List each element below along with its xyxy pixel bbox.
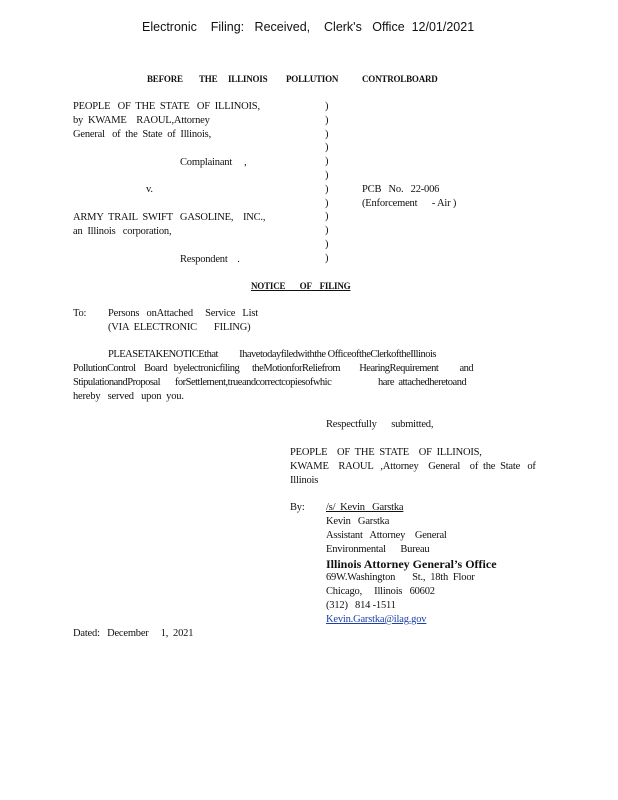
people-line-3: Illinois [290, 475, 319, 486]
board-title-before: BEFORE [147, 74, 183, 84]
complainant-label: Complainant , [180, 157, 247, 168]
people-line-2: KWAME RAOUL ,Attorney General of the State of [290, 461, 536, 472]
notice-of-filing-title: NOTICE OF FILING [251, 281, 351, 291]
signer-name: Kevin Garstka [326, 516, 390, 527]
signer-title: Assistant Attorney General [326, 530, 447, 541]
caption-paren: ) [325, 211, 329, 223]
address-line-1: 69W.Washington St., 18th Floor [326, 572, 475, 583]
board-title-the: THE [199, 74, 218, 84]
caption-paren: ) [325, 238, 329, 250]
to-line-1: Persons onAttached Service List [108, 308, 258, 319]
office-name: Illinois Attorney General’s Office [326, 557, 497, 571]
address-line-2: Chicago, Illinois 60602 [326, 586, 435, 597]
dated-line: Dated: December 1, 2021 [73, 628, 194, 639]
signer-bureau: Environmental Bureau [326, 544, 430, 555]
body-line-4: hereby served upon you. [73, 391, 184, 402]
to-label: To: [73, 308, 87, 319]
caption-paren: ) [325, 156, 329, 168]
caption-paren: ) [325, 142, 329, 154]
case-number: PCB No. 22-006 [362, 184, 440, 195]
board-title-illinois: ILLINOIS [228, 74, 268, 84]
caption-paren: ) [325, 101, 329, 112]
respectfully-submitted: Respectfully submitted, [326, 419, 434, 430]
plaintiff-line-3: General of the State of Illinois, [73, 129, 211, 140]
caption-paren: ) [325, 225, 329, 237]
defendant-line-1: ARMY TRAIL SWIFT GASOLINE, INC., [73, 212, 266, 223]
signature-line: /s/ Kevin Garstka [326, 502, 404, 513]
body-line-2: PollutionControl Board byelectronicfiling theMotionforReliefrom HearingRequirement and [73, 363, 474, 374]
caption-paren: ) [325, 169, 329, 181]
plaintiff-line-2: by KWAME RAOUL,Attorney [73, 115, 210, 126]
board-title-pollution: POLLUTION [286, 74, 339, 84]
caption-paren-column [325, 100, 329, 266]
board-title-controlboard: CONTROLBOARD [362, 74, 438, 84]
plaintiff-line-1: PEOPLE OF THE STATE OF ILLINOIS, [73, 101, 260, 112]
phone-number: (312) 814 -1511 [326, 600, 396, 611]
caption-paren: ) [325, 183, 329, 195]
caption-paren: ) [325, 252, 329, 264]
to-line-2: (VIA ELECTRONIC FILING) [108, 322, 251, 333]
caption-paren: ) [325, 114, 329, 126]
body-line-1: PLEASETAKENOTICEthat Ihavetodayfiledwiththe OfficeoftheClerkoftheIllinois [108, 349, 437, 360]
caption-paren: ) [325, 128, 329, 140]
by-label: By: [290, 502, 305, 513]
body-line-3: StipulationandProposal forSettlement,trueandcorrectcopiesofwhic hare attachedheretoand [73, 377, 467, 388]
filing-stamp: Electronic Filing: Received, Clerk's Office 12/01/2021 [142, 20, 475, 34]
email-link[interactable]: Kevin.Garstka@ilag.gov [326, 614, 427, 625]
defendant-line-2: an Illinois corporation, [73, 226, 172, 237]
caption-paren: ) [325, 197, 329, 209]
respondent-label: Respondent . [180, 254, 240, 265]
people-line-1: PEOPLE OF THE STATE OF ILLINOIS, [290, 447, 482, 458]
case-type: (Enforcement - Air ) [362, 198, 457, 209]
versus-label: v. [146, 184, 153, 195]
